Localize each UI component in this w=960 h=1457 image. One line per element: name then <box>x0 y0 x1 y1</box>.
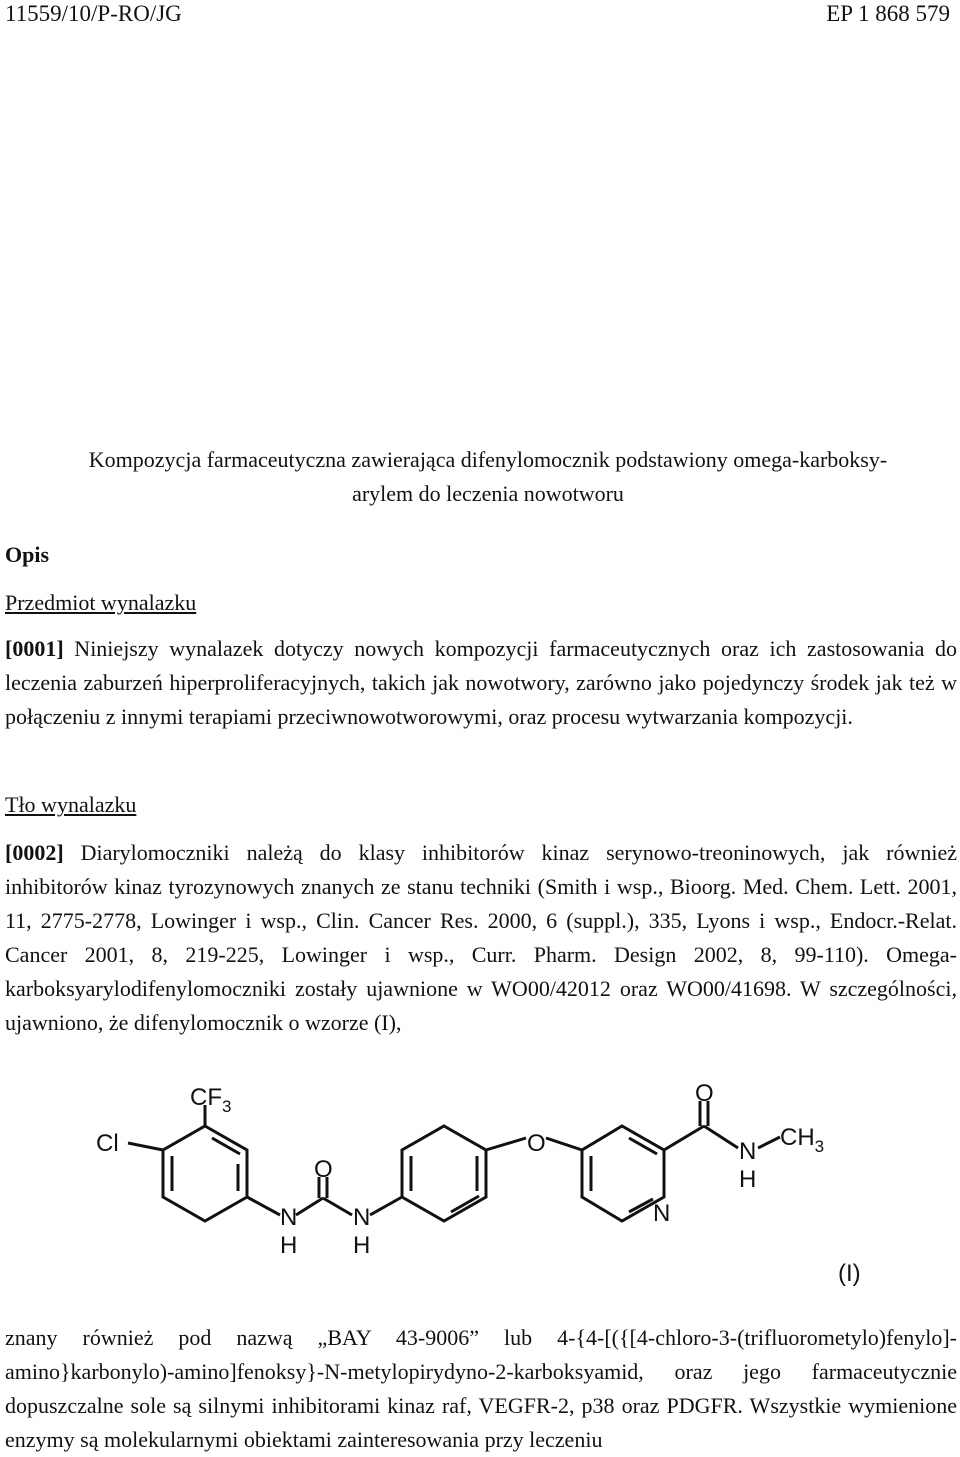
amide-nitrogen-label: N <box>739 1138 757 1165</box>
header-patent-number: EP 1 868 579 <box>826 1 950 26</box>
document-title <box>28 443 948 511</box>
urea-hydrogen-1-label: H <box>280 1232 298 1259</box>
section-heading-przedmiot: Przedmiot wynalazku <box>5 590 197 615</box>
section-heading-tlo: Tło wynalazku <box>5 792 137 817</box>
amide-hydrogen-label: H <box>739 1166 757 1193</box>
section-heading-opis: Opis <box>5 542 50 567</box>
urea-hydrogen-2-label: H <box>353 1232 371 1259</box>
paragraph-text-0001: Niniejszy wynalazek dotyczy nowych kompozycji farmaceutycznych oraz ich zastosowania do leczenia zaburzeń hiperproliferacyjnych, takich jak nowotwory, zarówno jako pojedynczy środek jak też w połączeniu z innymi terapiami przeciwnowotworowymi, oraz procesu wytwarzania kompozycji. <box>5 636 957 729</box>
paragraph-continuation: znany również pod nazwą „BAY 43-9006” lub 4-{4-[({[4-chloro-3-(trifluorometylo)fenylo]-amino}karbonylo)-amino]fenoksy}-N-metylopirydyno-2-karboksyamid, oraz jego farmaceutycznie dopuszczalne sole są silnymi inhibitorami kinaz raf, VEGFR-2, p38 oraz PDGFR. Wszystkie wymienione enzymy są molekularnymi obiektami zainteresowania przy leczeniu <box>5 1325 957 1452</box>
paragraph-ref-0001: [0001] <box>5 636 64 661</box>
urea-nitrogen-1-label: N <box>280 1204 298 1231</box>
header-doc-ref: 11559/10/P-RO/JG <box>5 1 182 26</box>
paragraph-ref-0002: [0002] <box>5 840 64 865</box>
urea-oxygen-label: O <box>314 1156 333 1183</box>
chemical-formula-i <box>80 1075 880 1295</box>
methyl-label: $CH_3$ <box>780 1124 825 1156</box>
paragraph-text-0002: Diarylomoczniki należą do klasy inhibitorów kinaz serynowo-treoninowych, jak również inhibitorów kinaz tyrozynowych znanych ze stanu techniki (Smith i wsp., Bioorg. Med. Chem. Lett. 2001, 11, 2775-2778, Lowinger i wsp., Clin. Cancer Res. 2000, 6 (suppl.), 335, Lyons i wsp., Endocr.-Relat. Cancer 2001, 8, 219-225, Lowinger i wsp., Curr. Pharm. Design 2002, 8, 99-110). Omega-karboksyarylodifenylomoczniki zostały ujawnione w WO00/42012 oraz WO00/41698. W szczególności, ujawniono, że difenylomocznik o wzorze (I), <box>5 840 957 1035</box>
cf3-label: $CF_3$ <box>190 1084 232 1116</box>
structure-diagram <box>80 1075 880 1295</box>
paragraph-0001 <box>5 632 957 734</box>
pyridine-nitrogen-label: N <box>653 1200 671 1227</box>
formula-label: (I) <box>838 1260 861 1287</box>
title-line-2: arylem do leczenia nowotworu <box>352 481 624 506</box>
ether-oxygen-label: O <box>527 1130 546 1157</box>
chlorine-label: Cl <box>96 1130 119 1157</box>
urea-nitrogen-2-label: N <box>353 1204 371 1231</box>
paragraph-0002 <box>5 836 957 1040</box>
amide-oxygen-label: O <box>695 1080 714 1107</box>
title-line-1: Kompozycja farmaceutyczna zawierająca difenylomocznik podstawiony omega-karboksy- <box>88 447 888 472</box>
